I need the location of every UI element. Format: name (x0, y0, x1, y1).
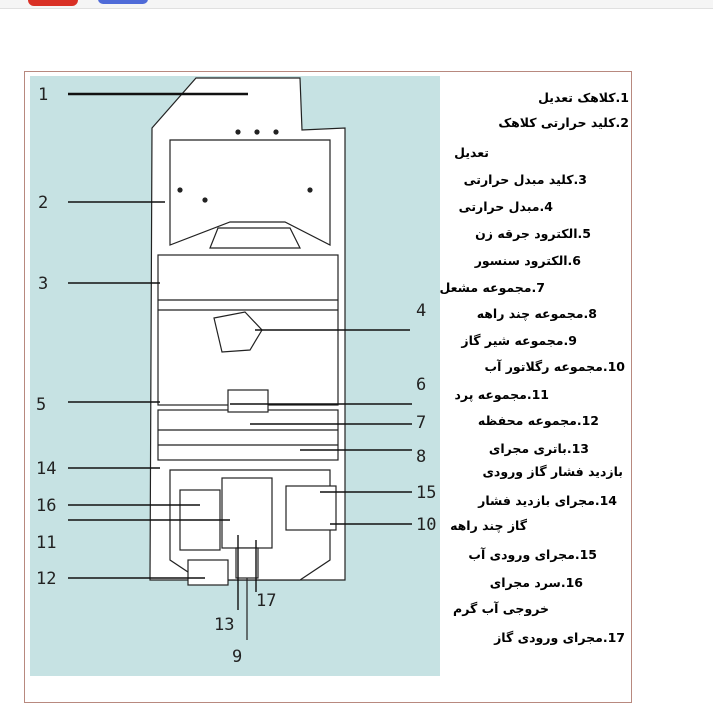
callout-12: 12 (36, 569, 57, 589)
callout-5: 5 (36, 395, 47, 415)
legend-item-13-cont: بازدید فشار گاز ورودی (482, 464, 623, 479)
legend-item-5: 5.الکترود جرقه زن (475, 226, 591, 241)
legend-item-17: 17.مجرای ورودی گاز (494, 630, 625, 645)
callout-1: 1 (38, 85, 49, 105)
callout-17: 17 (256, 591, 277, 611)
legend-item-13: 13.باتری مجرای (488, 441, 589, 456)
callout-11: 11 (36, 533, 57, 553)
callout-15: 15 (416, 483, 437, 503)
callout-13: 13 (214, 615, 235, 635)
callout-3: 3 (38, 274, 49, 294)
burner-assembly (158, 410, 338, 460)
legend-item-2: 2.کلید حرارتی کلاهک (498, 115, 629, 130)
legend-item-1: 1.کلاهک تعدیل (538, 90, 629, 105)
callout-6: 6 (416, 375, 427, 395)
callout-8: 8 (416, 447, 427, 467)
legend-item-2-cont: تعدیل (454, 145, 489, 160)
callout-4: 4 (416, 301, 427, 321)
legend-item-14-cont: گاز چند راهه (450, 518, 527, 533)
legend-item-9: 9.مجموعه شیر گاز (461, 333, 577, 348)
callout-16: 16 (36, 496, 57, 516)
legend-item-7: 7.مجموعه مشعل (439, 280, 545, 295)
callout-14: 14 (36, 459, 57, 479)
legend-item-8: 8.مجموعه چند راهه (476, 306, 597, 321)
legend-item-6: 6.الکترود سنسور (474, 253, 581, 268)
legend-item-10: 10.مجموعه رگلاتور آب (484, 359, 625, 374)
callout-10: 10 (416, 515, 437, 535)
legend-item-16-cont: خروجی آب گرم (453, 601, 549, 616)
legend-item-16: 16.سرد مجرای (489, 575, 583, 590)
legend-item-14: 14.مجرای بازدید فشار (478, 493, 617, 508)
legend-item-4: 4.مبدل حرارتی (458, 199, 553, 214)
legend-item-12: 12.مجموعه محفظه (477, 413, 599, 428)
callout-2: 2 (38, 193, 49, 213)
legend-item-11: 11.مجموعه پرد (454, 387, 549, 402)
callout-9: 9 (232, 647, 243, 667)
legend-item-3: 3.کلید مبدل حرارتی (463, 172, 587, 187)
legend-item-15: 15.مجرای ورودی آب (468, 547, 597, 562)
callout-7: 7 (416, 413, 427, 433)
